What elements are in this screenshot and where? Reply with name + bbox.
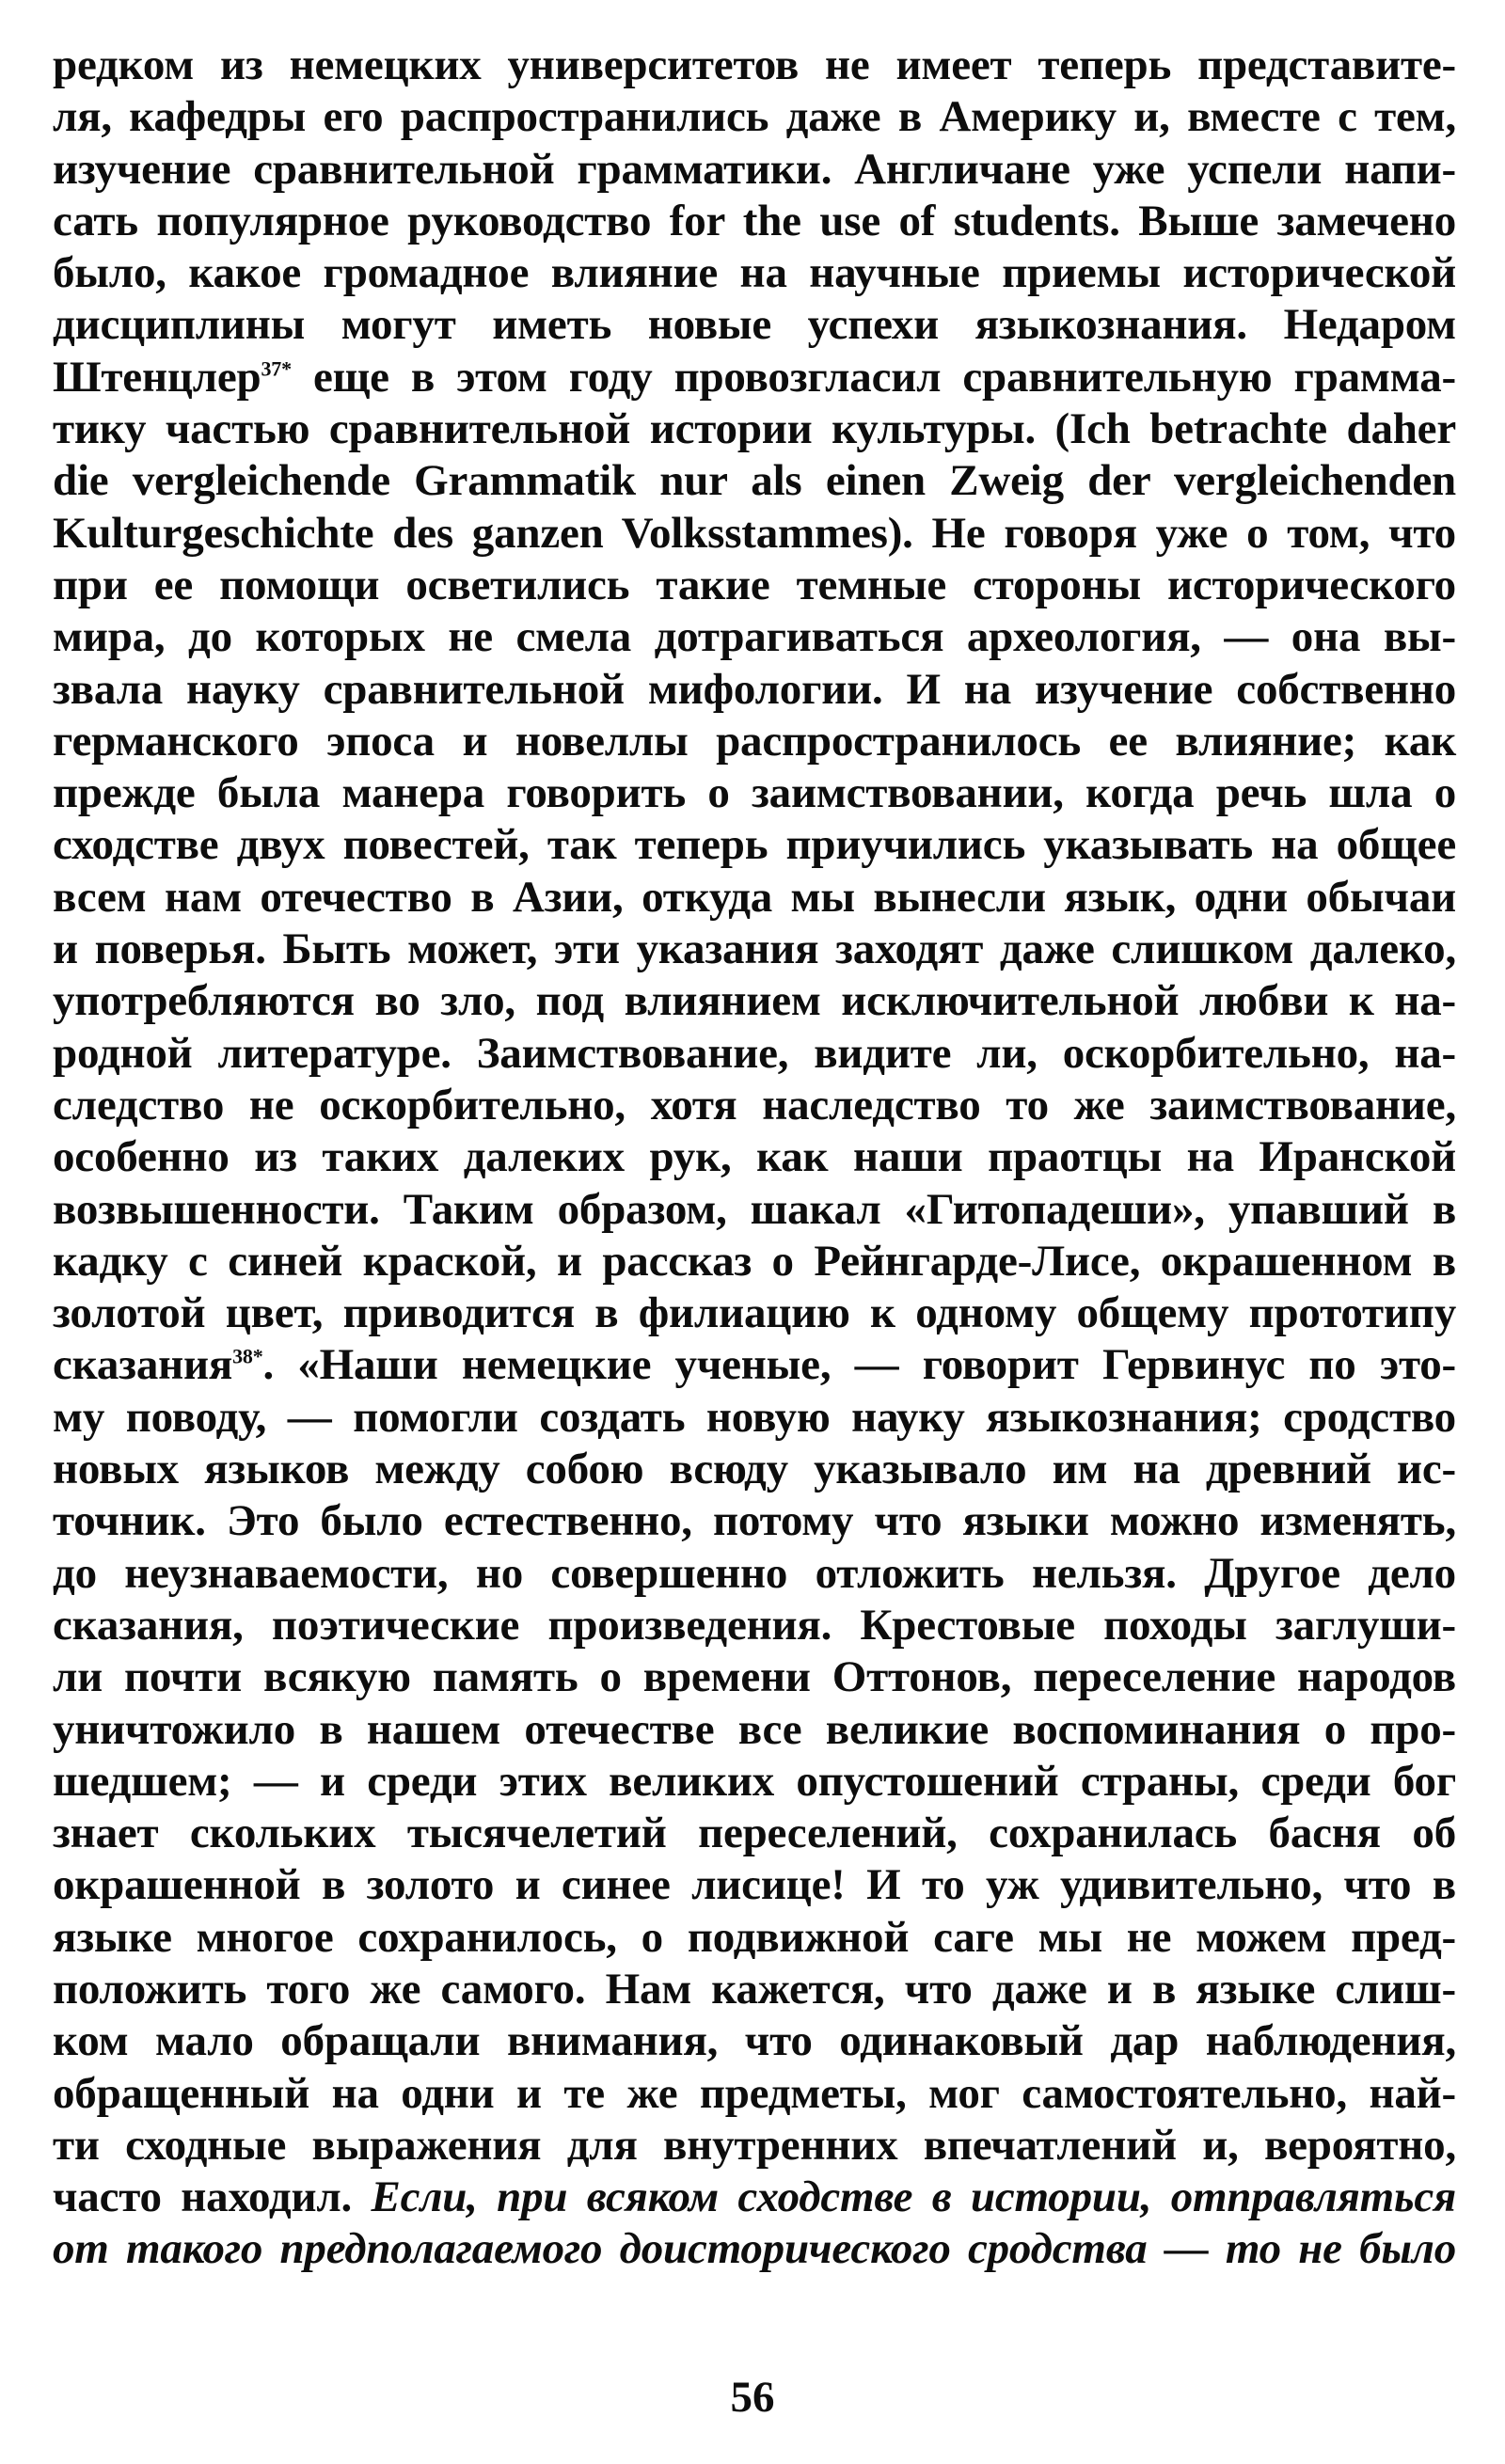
line-text: обращенный на одни и те же предметы, мог самостоятельно, най-	[53, 2068, 1456, 2118]
text-line	[53, 91, 1456, 143]
text-line	[53, 2015, 1456, 2067]
line-text: тику частью сравнительной истории культуры. (Ich betrachte daher	[53, 404, 1456, 454]
text-line	[53, 664, 1456, 716]
text-line	[53, 560, 1456, 611]
line-text: и поверья. Быть может, эти указания заходят даже слишком далеко,	[53, 924, 1456, 974]
line-text: окрашенной в золото и синее лисице! И то уж удивительно, что в	[53, 1860, 1456, 1910]
page-body	[53, 39, 1456, 2276]
text-line	[53, 2172, 1456, 2223]
line-text: родной литературе. Заимствование, видите ли, оскорбительно, на-	[53, 1028, 1456, 1078]
text-line	[53, 1964, 1456, 2015]
text-line	[53, 1080, 1456, 1131]
text-line	[53, 1339, 1456, 1391]
text-line	[53, 1859, 1456, 1911]
line-text: золотой цвет, приводится в филиацию к одному общему прототипу	[53, 1288, 1456, 1338]
italic-text: Если, при всяком сходстве в истории, отправляться	[371, 2172, 1456, 2222]
text-line	[53, 1236, 1456, 1287]
text-line	[53, 1287, 1456, 1339]
text-line	[53, 1600, 1456, 1651]
text-line	[53, 1704, 1456, 1756]
line-text: изучение сравнительной грамматики. Англичане уже успели напи-	[53, 144, 1456, 194]
line-text: редком из немецких университетов не имеет теперь представите-	[53, 40, 1456, 89]
line-text: до неузнаваемости, но совершенно отложить нельзя. Другое дело	[53, 1548, 1456, 1598]
text-line	[53, 2223, 1456, 2275]
text-line	[53, 716, 1456, 767]
text-line	[53, 1548, 1456, 1600]
line-text: мира, до которых не смела дотрагиваться археология, — она вы-	[53, 612, 1456, 662]
line-text: прежде была манера говорить о заимствовании, когда речь шла о	[53, 768, 1456, 818]
text-line	[53, 1444, 1456, 1495]
text-line	[53, 247, 1456, 299]
text-line	[53, 975, 1456, 1027]
text-line	[53, 1495, 1456, 1547]
text-line	[53, 1756, 1456, 1808]
line-text: новых языков между собою всюду указывало им на древний ис-	[53, 1445, 1456, 1494]
text-line	[53, 352, 1456, 403]
line-text: сходстве двух повестей, так теперь приучились указывать на общее	[53, 820, 1456, 870]
line-text: языке многое сохранилось, о подвижной саге мы не можем пред-	[53, 1912, 1456, 1962]
footnote-marker: 38*	[232, 1344, 263, 1368]
line-text: кадку с синей краской, и рассказ о Рейнгарде-Лисе, окрашенном в	[53, 1236, 1456, 1286]
line-text: употребляются во зло, под влиянием исключительной любви к на-	[53, 976, 1456, 1026]
text-line	[53, 2068, 1456, 2120]
line-text: шедшем; — и среди этих великих опустошений страны, среди бог	[53, 1756, 1456, 1806]
line-text: ти сходные выражения для внутренних впечатлений и, вероятно,	[53, 2120, 1456, 2170]
text-line	[53, 299, 1456, 351]
text-line	[53, 1184, 1456, 1236]
line-text: часто находил.	[53, 2172, 372, 2222]
text-line	[53, 819, 1456, 871]
text-line	[53, 39, 1456, 91]
line-text: ли почти всякую память о времени Оттонов, переселение народов	[53, 1652, 1456, 1702]
line-text: точник. Это было естественно, потому что языки можно изменять,	[53, 1496, 1456, 1546]
line-text: еще в этом году провозгласил сравнительную грамма-	[291, 352, 1456, 402]
line-text: всем нам отечество в Азии, откуда мы вынесли язык, одни обычаи	[53, 872, 1456, 922]
text-line	[53, 196, 1456, 247]
text-line	[53, 1028, 1456, 1080]
italic-text: от такого предполагаемого доисторического сродства — то не было	[53, 2224, 1456, 2274]
line-text: возвышенности. Таким образом, шакал «Гитопадеши», упавший в	[53, 1184, 1456, 1234]
line-text: звала науку сравнительной мифологии. И на изучение собственно	[53, 664, 1456, 714]
line-text: было, какое громадное влияние на научные приемы исторической	[53, 248, 1456, 298]
line-text: знает скольких тысячелетий переселений, сохранилась басня об	[53, 1809, 1456, 1858]
text-line	[53, 767, 1456, 819]
page-number: 56	[730, 2373, 775, 2422]
text-line	[53, 611, 1456, 663]
text-line	[53, 1912, 1456, 1964]
line-text: ля, кафедры его распространились даже в Америку и, вместе с тем,	[53, 92, 1456, 142]
text-line	[53, 144, 1456, 196]
text-line	[53, 872, 1456, 924]
line-text: ком мало обращали внимания, что одинаковый дар наблюдения,	[53, 2016, 1456, 2066]
text-line	[53, 1808, 1456, 1859]
line-text: Штенцлер	[53, 352, 261, 402]
line-text: сказания, поэтические произведения. Крестовые походы заглуши-	[53, 1600, 1456, 1650]
line-text: дисциплины могут иметь новые успехи языкознания. Недаром	[53, 300, 1456, 350]
line-text: особенно из таких далеких рук, как наши праотцы на Иранской	[53, 1132, 1456, 1182]
line-text: при ее помощи осветились такие темные стороны исторического	[53, 560, 1456, 609]
text-line	[53, 924, 1456, 975]
text-line	[53, 1651, 1456, 1703]
line-text: Kulturgeschichte des ganzen Volksstammes). Не говоря уже о том, что	[53, 508, 1456, 558]
text-line	[53, 1131, 1456, 1183]
line-text: . «Наши немецкие ученые, — говорит Гервинус по это-	[262, 1340, 1456, 1390]
line-text: сказания	[53, 1340, 233, 1390]
line-text: сать популярное руководство for the use of students. Выше замечено	[53, 196, 1456, 245]
line-text: die vergleichende Grammatik nur als einen Zweig der vergleichenden	[53, 456, 1456, 506]
footnote-marker: 37*	[261, 356, 292, 381]
text-line	[53, 508, 1456, 560]
line-text: му поводу, — помогли создать новую науку языкознания; сродство	[53, 1392, 1456, 1442]
line-text: следство не оскорбительно, хотя наследство то же заимствование,	[53, 1080, 1456, 1129]
text-line	[53, 455, 1456, 507]
text-line	[53, 403, 1456, 455]
text-line	[53, 2120, 1456, 2172]
line-text: положить того же самого. Нам кажется, что даже и в языке слиш-	[53, 1964, 1456, 2014]
text-line	[53, 1392, 1456, 1444]
line-text: германского эпоса и новеллы распространилось ее влияние; как	[53, 716, 1456, 766]
line-text: уничтожило в нашем отечестве все великие воспоминания о про-	[53, 1704, 1456, 1754]
